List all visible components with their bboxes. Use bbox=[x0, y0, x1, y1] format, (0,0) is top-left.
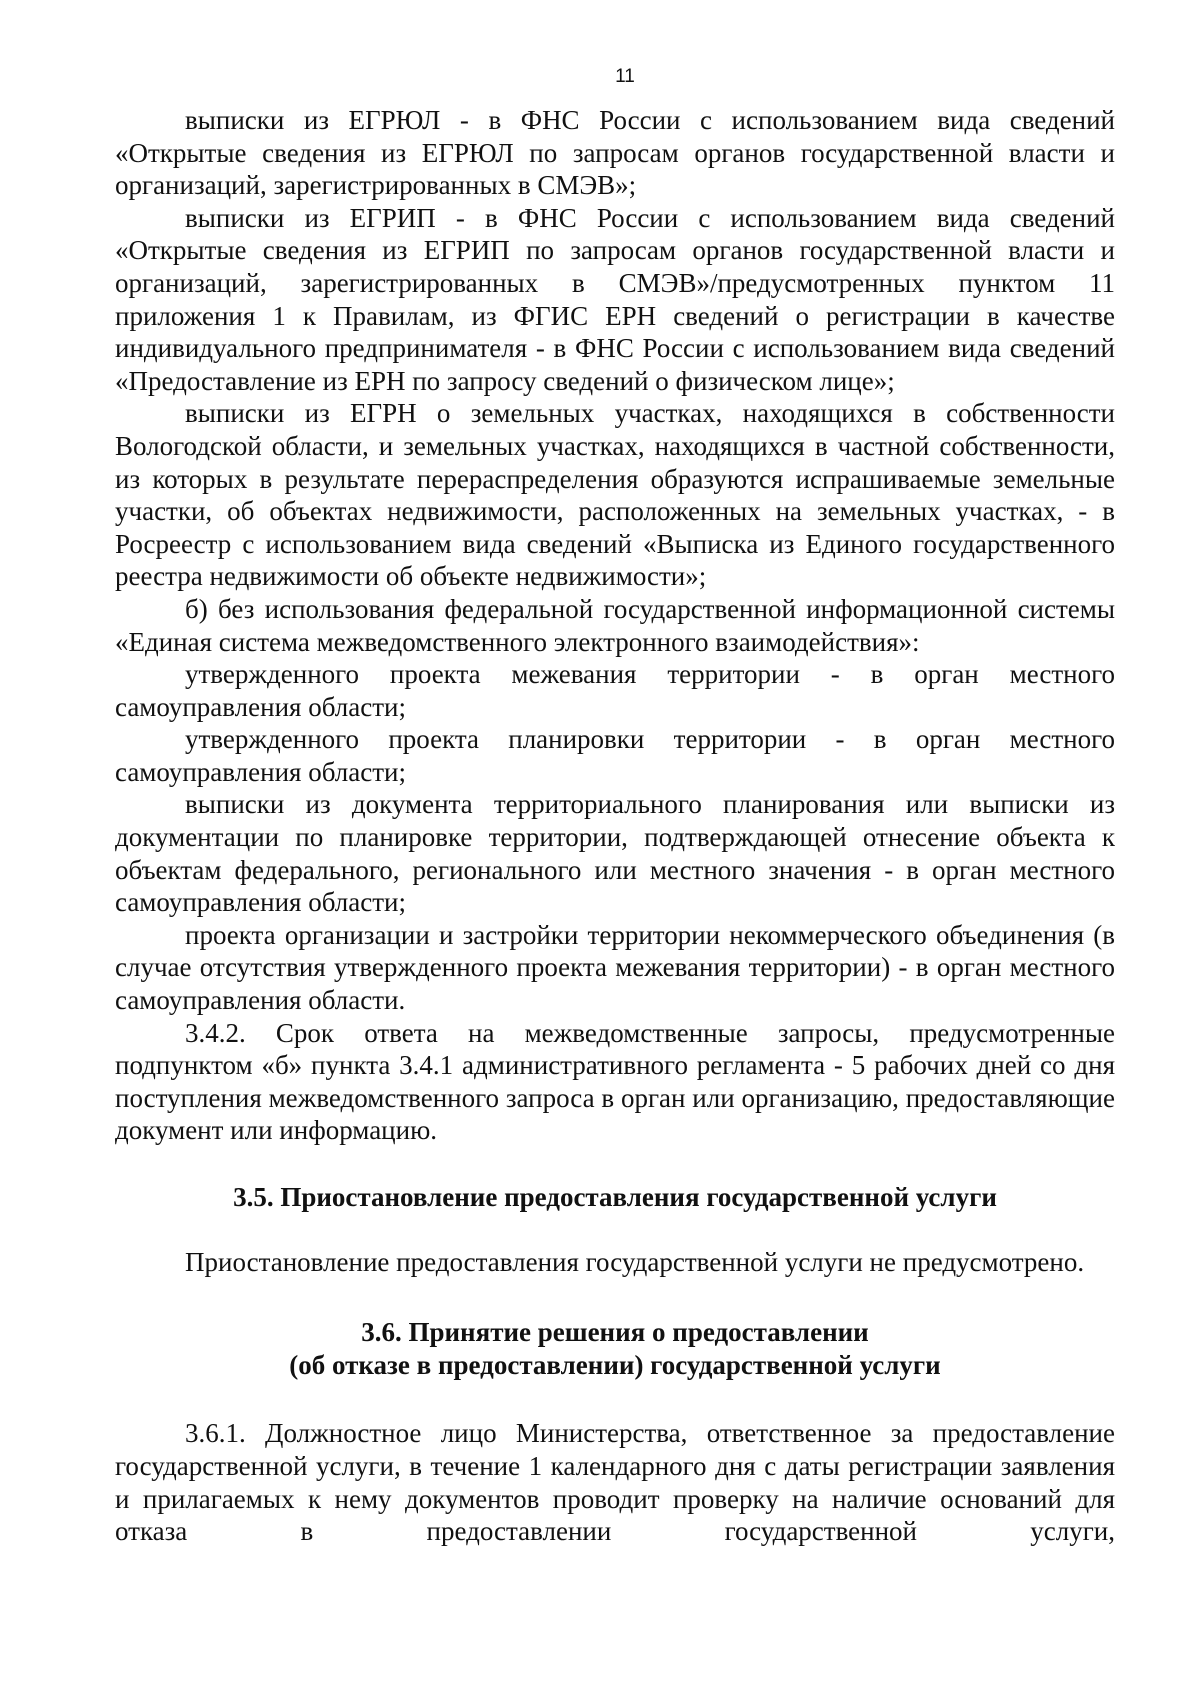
paragraph: 3.4.2. Срок ответа на межведомственные запросы, предусмотренные подпунктом «б» пункта 3.4.1 административного регламента - 5 рабочих дней со дня поступления межведомственного запроса в орган или организацию, предоставляющие документ или информацию. bbox=[115, 1017, 1115, 1146]
paragraph: утвержденного проекта межевания территории - в орган местного самоуправления области; bbox=[115, 659, 1115, 722]
paragraph: выписки из ЕГРН о земельных участках, находящихся в собственности Вологодской области, и земельных участках, находящихся в частной собственности, из которых в результате перераспределения образуются испрашиваемые земельные участки, об объектах недвижимости, расположенных на земельных участках, - в Росреестр с использованием вида сведений «Выписка из Единого государственного реестра недвижимости об объекте недвижимости»; bbox=[115, 398, 1115, 592]
paragraph: 3.6.1. Должностное лицо Министерства, ответственное за предоставление государственной услуги, в течение 1 календарного дня с даты регистрации заявления и прилагаемых к нему документов проводит проверку на наличие оснований для отказа в предоставлении государственной услуги, bbox=[115, 1418, 1115, 1547]
section-heading-line: (об отказе в предоставлении) государственной услуги bbox=[289, 1349, 941, 1380]
section-heading-line: 3.6. Принятие решения о предоставлении bbox=[361, 1317, 869, 1348]
document-body bbox=[115, 104, 1115, 1548]
paragraph: выписки из ЕГРЮЛ - в ФНС России с использованием вида сведений «Открытые сведения из ЕГРЮЛ по запросам органов государственной власти и организаций, зарегистрированных в СМЭВ»; bbox=[115, 105, 1115, 201]
paragraph: проекта организации и застройки территории некоммерческого объединения (в случае отсутствия утвержденного проекта межевания территории) - в орган местного самоуправления области. bbox=[115, 919, 1115, 1016]
section-heading bbox=[115, 1316, 1115, 1381]
paragraph: Приостановление предоставления государственной услуги не предусмотрено. bbox=[185, 1246, 1085, 1277]
paragraph: выписки из ЕГРИП - в ФНС России с использованием вида сведений «Открытые сведения из ЕГРИП по запросам органов государственной власти и организаций, зарегистрированных в СМЭВ»/предусмотренных пунктом 11 приложения 1 к Правилам, из ФГИС ЕРН сведений о регистрации в качестве индивидуального предпринимателя - в ФНС России с использованием вида сведений «Предоставление из ЕРН по запросу сведений о физическом лице»; bbox=[115, 202, 1115, 396]
page-number: 11 bbox=[615, 66, 635, 87]
section-heading: 3.5. Приостановление предоставления государственной услуги bbox=[233, 1182, 997, 1212]
paragraph: б) без использования федеральной государственной информационной системы «Единая система межведомственного электронного взаимодействия»: bbox=[115, 593, 1115, 657]
paragraph: утвержденного проекта планировки территории - в орган местного самоуправления области; bbox=[115, 724, 1115, 787]
paragraph: выписки из документа территориального планирования или выписки из документации по планировке территории, подтверждающей отнесение объекта к объектам федерального, регионального или местного значения - в орган местного самоуправления области; bbox=[115, 789, 1115, 918]
